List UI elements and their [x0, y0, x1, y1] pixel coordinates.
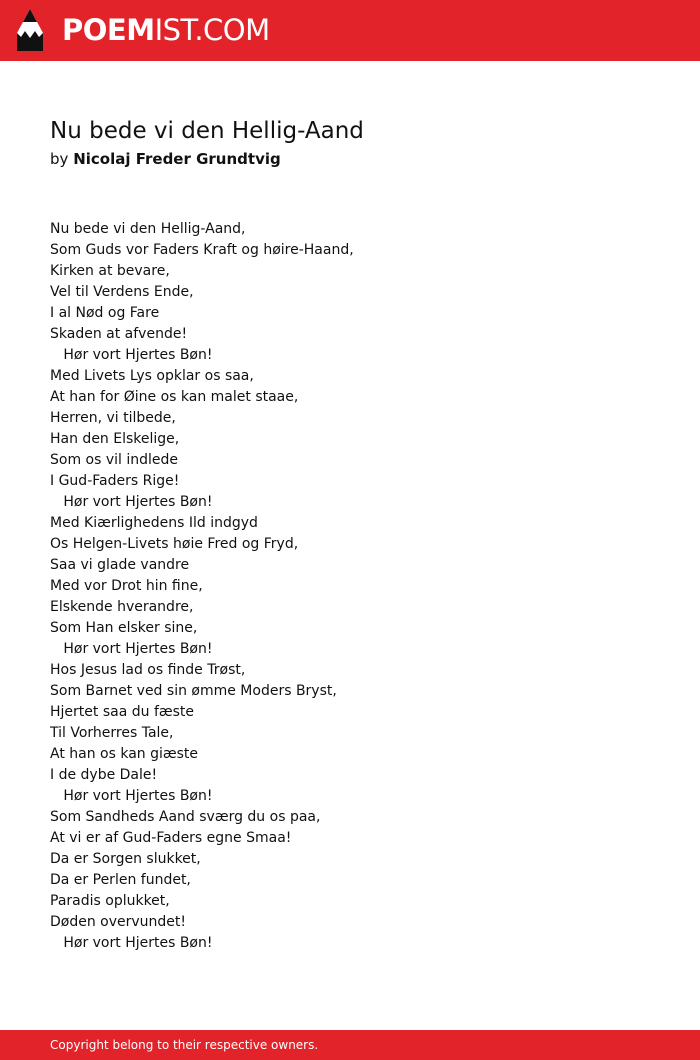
site-header: [0, 0, 700, 61]
poem-line: Som Sandheds Aand sværg du os paa,: [50, 809, 321, 825]
poem-line: I al Nød og Fare: [50, 305, 160, 321]
poem-line: Elskende hverandre,: [50, 599, 194, 615]
poem-line: Hør vort Hjertes Bøn!: [50, 347, 213, 363]
poem-line: Til Vorherres Tale,: [50, 725, 174, 741]
copyright-notice: Copyright belong to their respective owners.: [50, 1038, 319, 1052]
poem-line: Hos Jesus lad os finde Trøst,: [50, 662, 246, 678]
by-label: by: [50, 150, 69, 168]
poem-line: Døden overvundet!: [50, 914, 187, 930]
poem-title: Nu bede vi den Hellig-Aand: [50, 118, 364, 144]
poem-line: Herren, vi tilbede,: [50, 410, 176, 426]
byline: [50, 148, 281, 170]
poem-body: [50, 219, 670, 954]
poem-line: Skaden at afvende!: [50, 326, 188, 342]
poem-line: Paradis oplukket,: [50, 893, 170, 909]
poem-line: Hør vort Hjertes Bøn!: [50, 788, 213, 804]
pencil-mountain-icon[interactable]: [17, 9, 43, 51]
poem-line: At vi er af Gud-Faders egne Smaa!: [50, 830, 292, 846]
poem-line: Han den Elskelige,: [50, 431, 180, 447]
brand-light: IST.COM: [154, 13, 270, 47]
poem-line: Med Livets Lys opklar os saa,: [50, 368, 254, 384]
poem-line: Hør vort Hjertes Bøn!: [50, 494, 213, 510]
poem-line: Hør vort Hjertes Bøn!: [50, 641, 213, 657]
poem-line: Da er Sorgen slukket,: [50, 851, 201, 867]
poem-line: Os Helgen-Livets høie Fred og Fryd,: [50, 536, 299, 552]
poem-line: Kirken at bevare,: [50, 263, 170, 279]
poem-line: Som Han elsker sine,: [50, 620, 198, 636]
poem-line: Hør vort Hjertes Bøn!: [50, 935, 213, 951]
site-footer: [0, 1030, 700, 1060]
poem-line: Som os vil indlede: [50, 452, 179, 468]
poem-line: I de dybe Dale!: [50, 767, 158, 783]
poem-line: Da er Perlen fundet,: [50, 872, 191, 888]
poem-line: At han os kan giæste: [50, 746, 199, 762]
brand-strong: POEM: [62, 13, 155, 47]
poem-line: Hjertet saa du fæste: [50, 704, 195, 720]
poem-line: Nu bede vi den Hellig-Aand,: [50, 221, 246, 237]
poem-line: Som Barnet ved sin ømme Moders Bryst,: [50, 683, 337, 699]
poem-line: At han for Øine os kan malet staae,: [50, 389, 299, 405]
author-name: Nicolaj Freder Grundtvig: [73, 150, 281, 168]
poem-line: Med Kiærlighedens Ild indgyd: [50, 515, 258, 531]
poem-line: I Gud-Faders Rige!: [50, 473, 180, 489]
poem-line: Vel til Verdens Ende,: [50, 284, 194, 300]
poem-line: Med vor Drot hin fine,: [50, 578, 203, 594]
poem-line: Saa vi glade vandre: [50, 557, 190, 573]
poem-line: Som Guds vor Faders Kraft og høire-Haand,: [50, 242, 354, 258]
site-logo-text[interactable]: [62, 12, 270, 48]
